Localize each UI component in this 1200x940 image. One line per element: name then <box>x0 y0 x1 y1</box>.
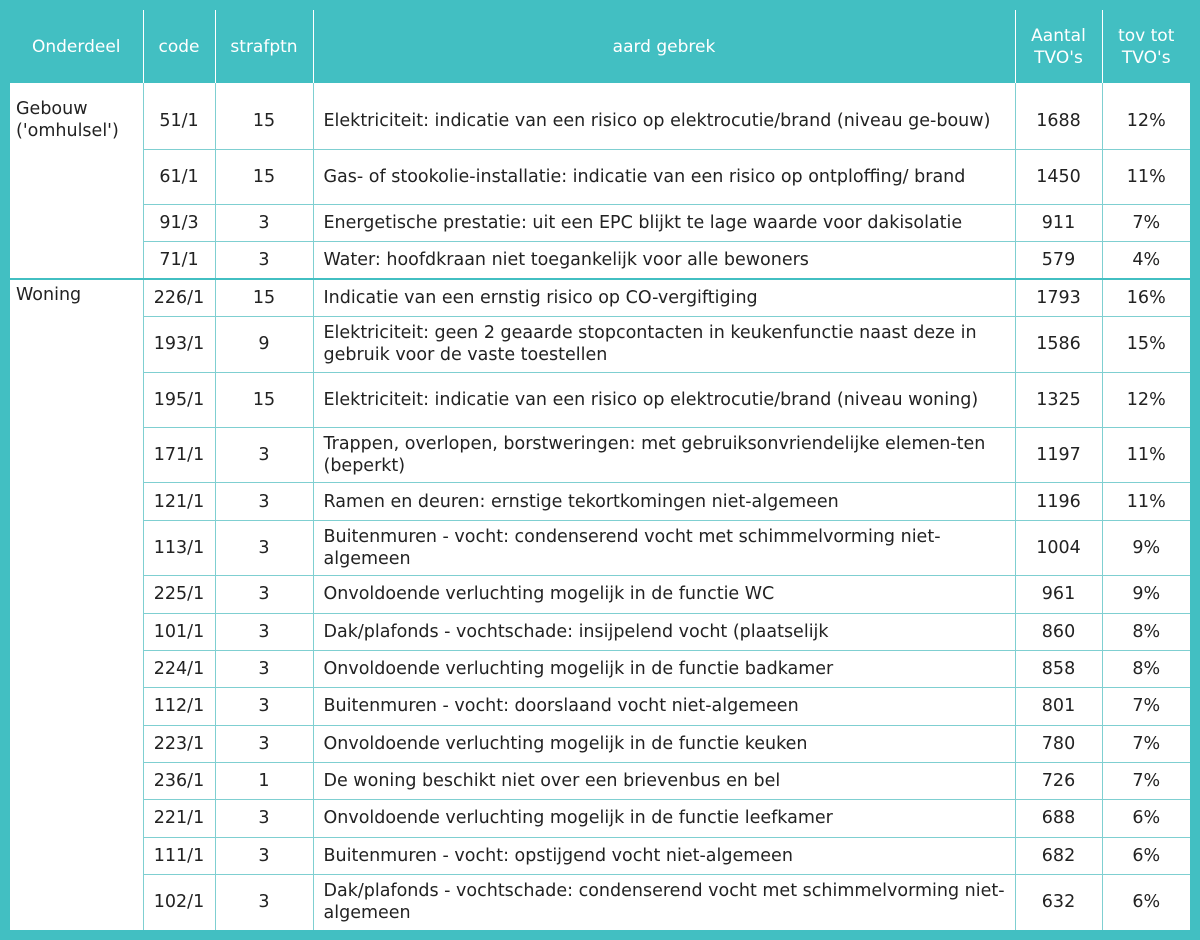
aantal-cell: 1196 <box>1015 483 1102 520</box>
spacer-cell <box>143 83 215 94</box>
strafptn-cell: 3 <box>215 800 313 837</box>
table-header <box>10 10 1190 83</box>
table-row <box>10 800 1190 837</box>
aard-gebrek-cell: Onvoldoende verluchting mogelijk in de functie badkamer <box>313 650 1015 687</box>
table-row <box>10 94 1190 149</box>
onderdeel-cell: Woning <box>10 279 143 930</box>
table-row <box>10 372 1190 427</box>
defects-table <box>10 10 1190 930</box>
aard-gebrek-cell: De woning beschikt niet over een brievenbus en bel <box>313 762 1015 799</box>
strafptn-cell: 3 <box>215 428 313 483</box>
aantal-cell: 682 <box>1015 837 1102 874</box>
code-cell: 51/1 <box>143 94 215 149</box>
aantal-cell: 860 <box>1015 613 1102 650</box>
aantal-cell: 1197 <box>1015 428 1102 483</box>
tov-cell: 9% <box>1102 576 1190 613</box>
aard-gebrek-cell: Indicatie van een ernstig risico op CO-vergiftiging <box>313 279 1015 316</box>
strafptn-cell: 3 <box>215 874 313 930</box>
col-header-code: code <box>143 10 215 83</box>
strafptn-cell: 9 <box>215 317 313 372</box>
aard-gebrek-cell: Onvoldoende verluchting mogelijk in de functie leefkamer <box>313 800 1015 837</box>
tov-cell: 7% <box>1102 725 1190 762</box>
strafptn-cell: 3 <box>215 613 313 650</box>
aard-gebrek-cell: Dak/plafonds - vochtschade: condenserend vocht met schimmelvorming niet-algemeen <box>313 874 1015 930</box>
code-cell: 112/1 <box>143 688 215 725</box>
code-cell: 226/1 <box>143 279 215 316</box>
strafptn-cell: 1 <box>215 762 313 799</box>
aantal-cell: 1450 <box>1015 149 1102 204</box>
table-row <box>10 317 1190 372</box>
code-cell: 236/1 <box>143 762 215 799</box>
tov-cell: 9% <box>1102 520 1190 575</box>
aantal-cell: 780 <box>1015 725 1102 762</box>
tov-cell: 7% <box>1102 688 1190 725</box>
tov-cell: 11% <box>1102 428 1190 483</box>
code-cell: 121/1 <box>143 483 215 520</box>
onderdeel-cell: Gebouw ('omhulsel') <box>10 94 143 280</box>
aantal-cell: 961 <box>1015 576 1102 613</box>
aard-gebrek-cell: Dak/plafonds - vochtschade: insijpelend vocht (plaatselijk <box>313 613 1015 650</box>
strafptn-cell: 3 <box>215 688 313 725</box>
tov-cell: 7% <box>1102 762 1190 799</box>
aantal-cell: 858 <box>1015 650 1102 687</box>
table-row <box>10 279 1190 316</box>
strafptn-cell: 3 <box>215 242 313 279</box>
table-row <box>10 483 1190 520</box>
col-header-onderdeel: Onderdeel <box>10 10 143 83</box>
tov-cell: 12% <box>1102 372 1190 427</box>
col-header-aantal-tvos: Aantal TVO's <box>1015 10 1102 83</box>
table-row <box>10 576 1190 613</box>
aantal-cell: 688 <box>1015 800 1102 837</box>
code-cell: 221/1 <box>143 800 215 837</box>
code-cell: 224/1 <box>143 650 215 687</box>
code-cell: 113/1 <box>143 520 215 575</box>
strafptn-cell: 3 <box>215 576 313 613</box>
tov-cell: 15% <box>1102 317 1190 372</box>
tov-cell: 12% <box>1102 94 1190 149</box>
spacer-cell <box>215 83 313 94</box>
aard-gebrek-cell: Trappen, overlopen, borstweringen: met gebruiksonvriendelijke elemen-ten (beperkt) <box>313 428 1015 483</box>
aard-gebrek-cell: Elektriciteit: indicatie van een risico op elektrocutie/brand (niveau woning) <box>313 372 1015 427</box>
tov-cell: 16% <box>1102 279 1190 316</box>
col-header-aard-gebrek: aard gebrek <box>313 10 1015 83</box>
spacer-cell <box>10 83 143 94</box>
code-cell: 193/1 <box>143 317 215 372</box>
strafptn-cell: 3 <box>215 483 313 520</box>
strafptn-cell: 3 <box>215 650 313 687</box>
strafptn-cell: 15 <box>215 94 313 149</box>
code-cell: 61/1 <box>143 149 215 204</box>
aard-gebrek-cell: Buitenmuren - vocht: doorslaand vocht niet-algemeen <box>313 688 1015 725</box>
aard-gebrek-cell: Water: hoofdkraan niet toegankelijk voor alle bewoners <box>313 242 1015 279</box>
table-row <box>10 205 1190 242</box>
aantal-cell: 1586 <box>1015 317 1102 372</box>
table-row <box>10 650 1190 687</box>
spacer-cell <box>1102 83 1190 94</box>
code-cell: 225/1 <box>143 576 215 613</box>
aantal-cell: 1325 <box>1015 372 1102 427</box>
tov-cell: 7% <box>1102 205 1190 242</box>
table-row <box>10 520 1190 575</box>
col-header-tov-tot-tvos: tov tot TVO's <box>1102 10 1190 83</box>
table-row <box>10 837 1190 874</box>
spacer-cell <box>313 83 1015 94</box>
tov-cell: 8% <box>1102 650 1190 687</box>
tov-cell: 6% <box>1132 892 1161 913</box>
aard-gebrek-cell: Elektriciteit: geen 2 geaarde stopcontacten in keukenfunctie naast deze in gebruik voor de vaste toestellen <box>313 317 1015 372</box>
aantal-cell: 1004 <box>1015 520 1102 575</box>
code-cell: 102/1 <box>143 874 215 930</box>
aantal-cell: 801 <box>1015 688 1102 725</box>
aard-gebrek-cell: Buitenmuren - vocht: opstijgend vocht niet-algemeen <box>313 837 1015 874</box>
strafptn-cell: 15 <box>215 372 313 427</box>
table-row <box>10 428 1190 483</box>
tov-cell: 6% <box>1102 800 1190 837</box>
table-row <box>10 688 1190 725</box>
strafptn-cell: 15 <box>215 279 313 316</box>
spacer-cell <box>1015 83 1102 94</box>
code-cell: 71/1 <box>143 242 215 279</box>
aard-gebrek-cell: Onvoldoende verluchting mogelijk in de functie keuken <box>313 725 1015 762</box>
strafptn-cell: 3 <box>215 725 313 762</box>
aard-gebrek-cell: Ramen en deuren: ernstige tekortkomingen niet-algemeen <box>313 483 1015 520</box>
aantal-cell: 1793 <box>1015 279 1102 316</box>
tov-cell: 11% <box>1102 483 1190 520</box>
aard-gebrek-cell: Gas- of stookolie-installatie: indicatie van een risico op ontploffing/ brand <box>313 149 1015 204</box>
table-row <box>10 762 1190 799</box>
code-cell: 101/1 <box>143 613 215 650</box>
header-spacer-row <box>10 83 1190 94</box>
table-row <box>10 613 1190 650</box>
tov-cell: 8% <box>1102 613 1190 650</box>
strafptn-cell: 3 <box>215 837 313 874</box>
strafptn-cell: 3 <box>215 520 313 575</box>
col-header-strafptn: strafptn <box>215 10 313 83</box>
table-row <box>10 242 1190 279</box>
tov-cell: 11% <box>1102 149 1190 204</box>
aantal-cell: 632 <box>1015 874 1102 930</box>
aantal-cell: 579 <box>1015 242 1102 279</box>
table-row <box>10 725 1190 762</box>
aard-gebrek-cell: Elektriciteit: indicatie van een risico op elektrocutie/brand (niveau ge-bouw) <box>313 94 1015 149</box>
table-row <box>10 149 1190 204</box>
aantal-cell: 1688 <box>1015 94 1102 149</box>
strafptn-cell: 15 <box>215 149 313 204</box>
code-cell: 195/1 <box>143 372 215 427</box>
code-cell: 111/1 <box>143 837 215 874</box>
code-cell: 91/3 <box>143 205 215 242</box>
aard-gebrek-cell: Buitenmuren - vocht: condenserend vocht met schimmelvorming niet-algemeen <box>313 520 1015 575</box>
tov-cell: 6% <box>1102 837 1190 874</box>
aantal-cell: 911 <box>1015 205 1102 242</box>
table-row <box>10 874 1190 930</box>
aard-gebrek-cell: Energetische prestatie: uit een EPC blijkt te lage waarde voor dakisolatie <box>313 205 1015 242</box>
table-body <box>10 83 1190 930</box>
tov-cell: 4% <box>1102 242 1190 279</box>
aantal-cell: 726 <box>1015 762 1102 799</box>
strafptn-cell: 3 <box>215 205 313 242</box>
code-cell: 223/1 <box>143 725 215 762</box>
code-cell: 171/1 <box>143 428 215 483</box>
aard-gebrek-cell: Onvoldoende verluchting mogelijk in de functie WC <box>313 576 1015 613</box>
